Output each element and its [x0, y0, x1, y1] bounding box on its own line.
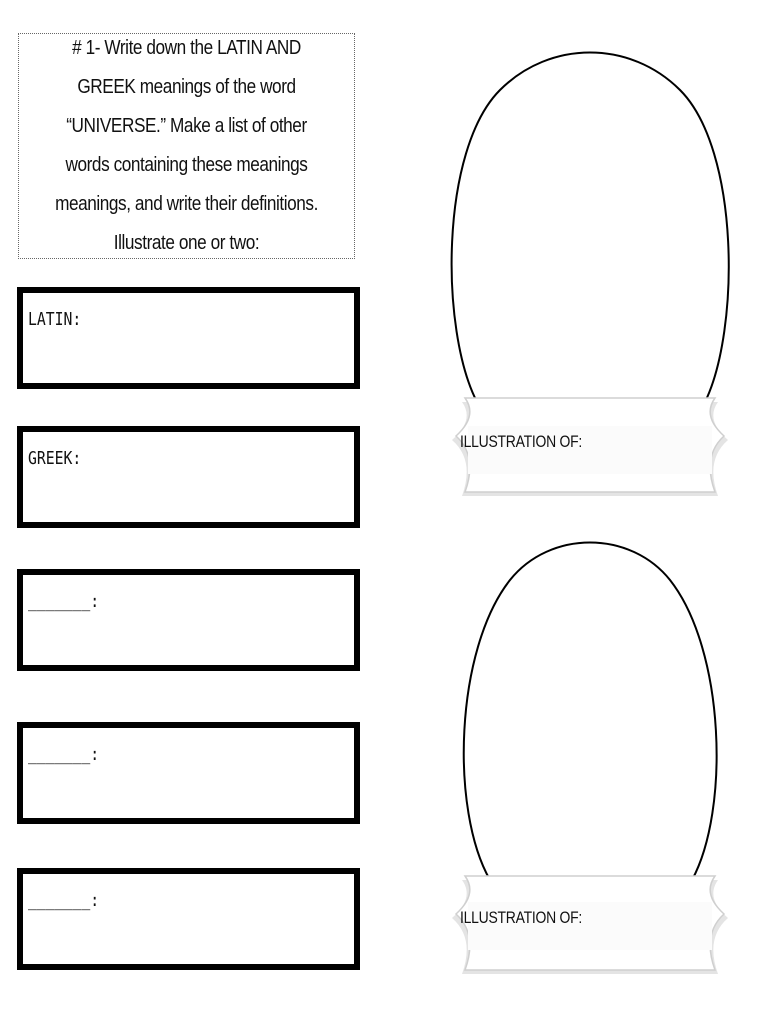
illustration-label-1: ILLUSTRATION OF:	[460, 432, 583, 451]
illustration-label-2: ILLUSTRATION OF:	[460, 908, 583, 927]
illustration-frame-1	[430, 30, 750, 530]
word-label-2: _______:	[28, 744, 100, 765]
greek-label: GREEK:	[28, 448, 82, 469]
latin-label: LATIN:	[28, 309, 82, 330]
instructions-panel	[18, 33, 355, 259]
illustration-frame-2	[430, 530, 750, 1010]
oval-frame-icon-1	[430, 30, 750, 530]
instructions-text: # 1- Write down the LATIN AND GREEK meanings of the word “UNIVERSE.” Make a list of other words containing these meanings meanings, and write their definitions. Illustrate one or two:	[55, 37, 318, 254]
word-answer-box-3[interactable]	[17, 868, 360, 970]
word-answer-box-1[interactable]	[17, 569, 360, 671]
word-answer-box-2[interactable]	[17, 722, 360, 824]
greek-answer-box[interactable]	[17, 426, 360, 528]
latin-answer-box[interactable]	[17, 287, 360, 389]
word-label-3: _______:	[28, 890, 100, 911]
word-label-1: _______:	[28, 591, 100, 612]
oval-frame-icon-2	[430, 530, 750, 1010]
